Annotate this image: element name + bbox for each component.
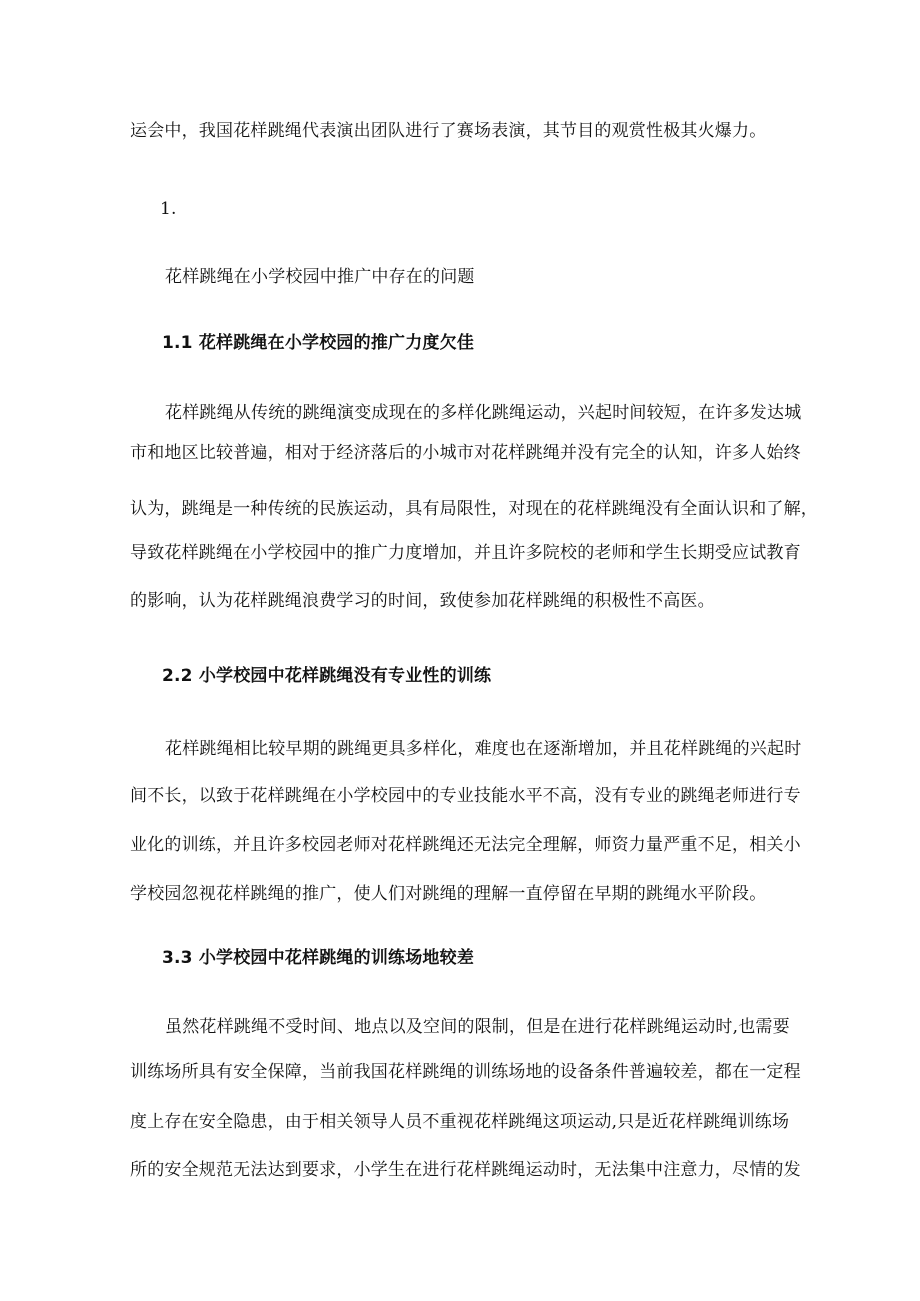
section-heading-3: 3.3 小学校园中花样跳绳的训练场地较差 (162, 948, 475, 968)
paragraph-line: 导致花样跳绳在小学校园中的推广力度增加，并且许多院校的老师和学生长期受应试教育 (130, 543, 801, 563)
paragraph-line: 学校园忽视花样跳绳的推广，使人们对跳绳的理解一直停留在早期的跳绳水平阶段。 (130, 884, 767, 904)
paragraph-line: 的影响，认为花样跳绳浪费学习的时间，致使参加花样跳绳的积极性不高医。 (130, 591, 715, 611)
paragraph-line: 业化的训练，并且许多校园老师对花样跳绳还无法完全理解，师资力量严重不足，相关小 (130, 835, 801, 855)
paragraph-line: 所的安全规范无法达到要求，小学生在进行花样跳绳运动时，无法集中注意力，尽情的发 (130, 1160, 801, 1180)
section-heading-1: 1.1 花样跳绳在小学校园的推广力度欠佳 (162, 333, 475, 353)
chapter-number: 1. (160, 199, 177, 219)
paragraph-line: 间不长，以致于花样跳绳在小学校园中的专业技能水平不高，没有专业的跳绳老师进行专 (130, 786, 801, 806)
section-heading-2: 2.2 小学校园中花样跳绳没有专业性的训练 (162, 666, 492, 686)
paragraph-line: 市和地区比较普遍，相对于经济落后的小城市对花样跳绳并没有完全的认知，许多人始终 (130, 443, 801, 463)
intro-line: 运会中，我国花样跳绳代表演出团队进行了赛场表演，其节目的观赏性极其火爆力。 (130, 121, 767, 141)
paragraph-line: 训练场所具有安全保障，当前我国花样跳绳的训练场地的设备条件普遍较差，都在一定程 (130, 1062, 801, 1082)
paragraph-line: 花样跳绳从传统的跳绳演变成现在的多样化跳绳运动，兴起时间较短，在许多发达城 (165, 403, 802, 423)
paragraph-line: 度上存在安全隐患，由于相关领导人员不重视花样跳绳这项运动,只是近花样跳绳训练场 (130, 1112, 790, 1132)
paragraph-line: 认为，跳绳是一种传统的民族运动，具有局限性，对现在的花样跳绳没有全面认识和了解， (130, 499, 818, 519)
paragraph-line: 花样跳绳相比较早期的跳绳更具多样化，难度也在逐渐增加，并且花样跳绳的兴起时 (165, 739, 802, 759)
chapter-title: 花样跳绳在小学校园中推广中存在的问题 (165, 267, 475, 287)
paragraph-line: 虽然花样跳绳不受时间、地点以及空间的限制，但是在进行花样跳绳运动时,也需要 (165, 1017, 790, 1037)
